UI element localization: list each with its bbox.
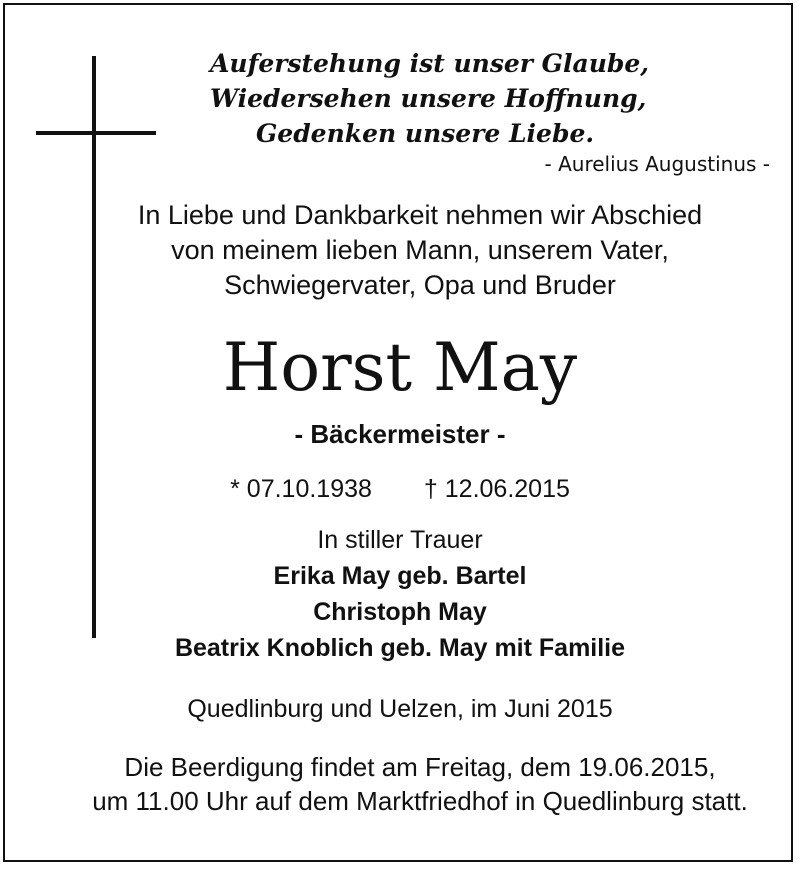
intro-line: In Liebe und Dankbarkeit nehmen wir Abschied	[137, 200, 703, 230]
intro-text	[20, 198, 800, 303]
mourner-name: Beatrix Knoblich geb. May mit Familie	[174, 634, 626, 662]
birth-date: * 07.10.1938	[230, 475, 372, 503]
life-dates	[0, 472, 800, 506]
funeral-info	[20, 750, 800, 818]
death-date: † 12.06.2015	[423, 475, 570, 503]
intro-line: von meinem lieben Mann, unserem Vater,	[171, 235, 669, 265]
mourner-name: Erika May geb. Bartel	[273, 562, 527, 590]
quote-line: Auferstehung ist unser Glaube,	[210, 49, 649, 78]
mourners-heading: In stiller Trauer	[317, 526, 483, 554]
quote	[210, 46, 649, 151]
mourners	[0, 522, 800, 666]
place-date: Quedlinburg und Uelzen, im Juni 2015	[187, 695, 613, 723]
quote-line: Wiedersehen unsere Hoffnung,	[210, 84, 647, 113]
cross-icon-bar	[36, 131, 156, 135]
quote-line: Gedenken unsere Liebe.	[255, 119, 595, 148]
deceased-profession: - Bäckermeister -	[294, 419, 506, 449]
funeral-line: um 11.00 Uhr auf dem Marktfriedhof in Quedlinburg statt.	[92, 786, 748, 816]
quote-author: - Aurelius Augustinus -	[544, 152, 770, 176]
funeral-line: Die Beerdigung findet am Freitag, dem 19.06.2015,	[124, 752, 716, 782]
deceased-name: Horst May	[222, 329, 578, 406]
mourner-name: Christoph May	[313, 598, 487, 626]
intro-line: Schwiegervater, Opa und Bruder	[224, 270, 616, 300]
